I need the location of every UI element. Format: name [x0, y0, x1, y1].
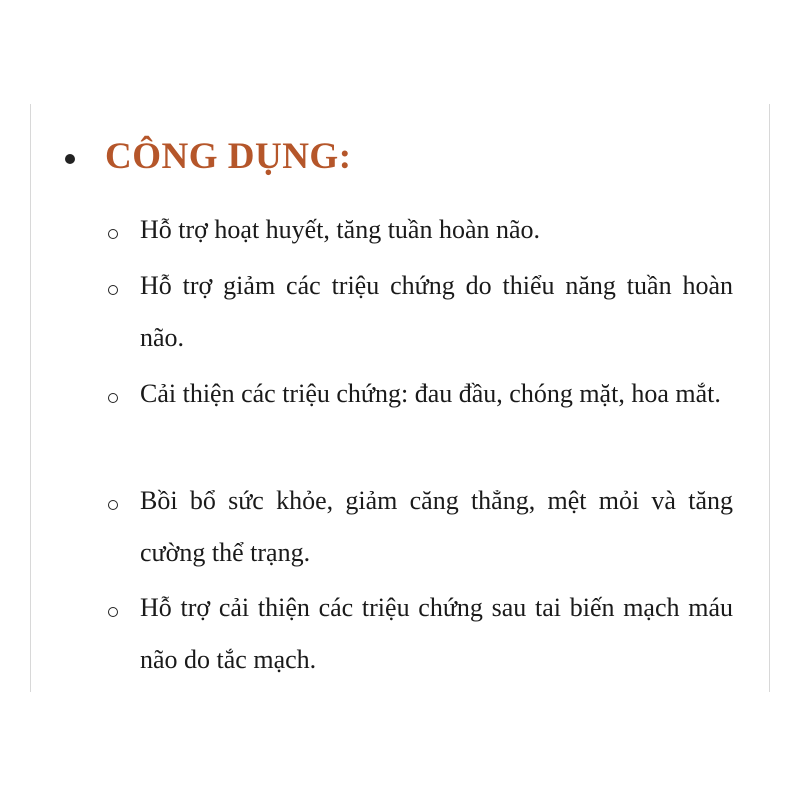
list-item	[108, 378, 733, 420]
hollow-bullet-icon	[108, 607, 118, 617]
list-item-text: Hỗ trợ giảm các triệu chứng do thiểu năng tuần hoàn não.	[140, 271, 733, 352]
list-item	[108, 592, 733, 686]
hollow-bullet-icon	[108, 229, 118, 239]
section-heading: CÔNG DỤNG:	[105, 135, 352, 177]
section-heading-row	[60, 126, 352, 186]
hollow-bullet-icon	[108, 393, 118, 403]
list-item	[108, 214, 733, 256]
list-item-text: Hỗ trợ cải thiện các triệu chứng sau tai biến mạch máu não do tắc mạch.	[140, 593, 733, 674]
list-item	[108, 485, 733, 579]
list-item-text: Cải thiện các triệu chứng: đau đầu, chóng mặt, hoa mắt.	[140, 379, 721, 408]
filled-bullet-icon	[65, 154, 75, 164]
list-item	[108, 270, 733, 364]
hollow-bullet-icon	[108, 285, 118, 295]
page-left-border	[30, 104, 31, 692]
list-item-text: Bồi bổ sức khỏe, giảm căng thẳng, mệt mỏi và tăng cường thể trạng.	[140, 486, 733, 567]
list-item-text: Hỗ trợ hoạt huyết, tăng tuần hoàn não.	[140, 215, 541, 244]
hollow-bullet-icon	[108, 500, 118, 510]
page-right-border	[769, 104, 770, 692]
